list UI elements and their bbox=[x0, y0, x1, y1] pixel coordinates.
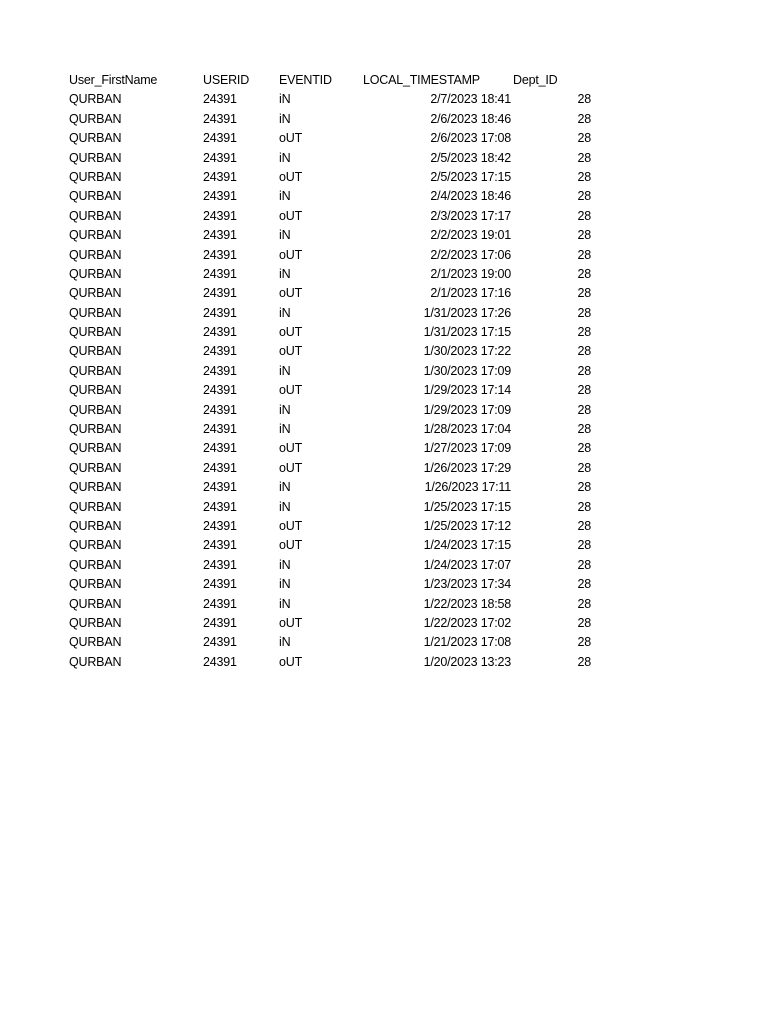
table-header-row bbox=[69, 71, 629, 90]
table-body bbox=[69, 90, 629, 672]
cell-eventid: iN bbox=[279, 228, 291, 243]
cell-local-timestamp: 1/24/2023 17:15 bbox=[423, 538, 511, 553]
cell-local-timestamp: 1/30/2023 17:22 bbox=[423, 344, 511, 359]
cell-eventid: iN bbox=[279, 266, 291, 281]
cell-local-timestamp: 1/31/2023 17:15 bbox=[423, 325, 511, 340]
cell-eventid: oUT bbox=[279, 383, 303, 398]
cell-user-firstname: QURBAN bbox=[69, 460, 122, 475]
cell-userid: 24391 bbox=[203, 557, 237, 572]
cell-userid: 24391 bbox=[203, 247, 237, 262]
cell-dept-id: 28 bbox=[577, 654, 591, 669]
table-row bbox=[69, 401, 629, 420]
cell-user-firstname: QURBAN bbox=[69, 557, 122, 572]
cell-userid: 24391 bbox=[203, 305, 237, 320]
cell-local-timestamp: 2/6/2023 17:08 bbox=[430, 131, 511, 146]
cell-local-timestamp: 2/1/2023 19:00 bbox=[430, 266, 511, 281]
cell-eventid: oUT bbox=[279, 131, 303, 146]
table-row bbox=[69, 478, 629, 497]
cell-local-timestamp: 1/31/2023 17:26 bbox=[423, 305, 511, 320]
table-row bbox=[69, 556, 629, 575]
cell-eventid: oUT bbox=[279, 654, 303, 669]
table-row bbox=[69, 207, 629, 226]
cell-local-timestamp: 1/25/2023 17:15 bbox=[423, 499, 511, 514]
cell-local-timestamp: 2/2/2023 19:01 bbox=[430, 228, 511, 243]
cell-dept-id: 28 bbox=[577, 615, 591, 630]
cell-eventid: oUT bbox=[279, 460, 303, 475]
cell-eventid: iN bbox=[279, 150, 291, 165]
cell-eventid: oUT bbox=[279, 247, 303, 262]
cell-userid: 24391 bbox=[203, 131, 237, 146]
cell-userid: 24391 bbox=[203, 596, 237, 611]
cell-user-firstname: QURBAN bbox=[69, 518, 122, 533]
cell-user-firstname: QURBAN bbox=[69, 402, 122, 417]
cell-local-timestamp: 1/29/2023 17:14 bbox=[423, 383, 511, 398]
cell-eventid: iN bbox=[279, 557, 291, 572]
cell-dept-id: 28 bbox=[577, 325, 591, 340]
cell-eventid: oUT bbox=[279, 169, 303, 184]
cell-userid: 24391 bbox=[203, 92, 237, 107]
cell-dept-id: 28 bbox=[577, 208, 591, 223]
table-row bbox=[69, 246, 629, 265]
cell-userid: 24391 bbox=[203, 460, 237, 475]
table-row bbox=[69, 149, 629, 168]
table-row bbox=[69, 265, 629, 284]
cell-user-firstname: QURBAN bbox=[69, 131, 122, 146]
cell-local-timestamp: 1/29/2023 17:09 bbox=[423, 402, 511, 417]
cell-local-timestamp: 1/30/2023 17:09 bbox=[423, 363, 511, 378]
table-row bbox=[69, 362, 629, 381]
table-row bbox=[69, 439, 629, 458]
cell-dept-id: 28 bbox=[577, 460, 591, 475]
cell-eventid: iN bbox=[279, 92, 291, 107]
cell-dept-id: 28 bbox=[577, 150, 591, 165]
cell-user-firstname: QURBAN bbox=[69, 596, 122, 611]
attendance-table bbox=[69, 71, 629, 672]
cell-eventid: iN bbox=[279, 499, 291, 514]
cell-userid: 24391 bbox=[203, 383, 237, 398]
cell-user-firstname: QURBAN bbox=[69, 499, 122, 514]
cell-local-timestamp: 2/2/2023 17:06 bbox=[430, 247, 511, 262]
header-dept-id: Dept_ID bbox=[513, 73, 558, 87]
cell-eventid: iN bbox=[279, 422, 291, 437]
cell-userid: 24391 bbox=[203, 150, 237, 165]
cell-dept-id: 28 bbox=[577, 305, 591, 320]
cell-eventid: iN bbox=[279, 305, 291, 320]
cell-dept-id: 28 bbox=[577, 344, 591, 359]
cell-user-firstname: QURBAN bbox=[69, 247, 122, 262]
cell-user-firstname: QURBAN bbox=[69, 169, 122, 184]
cell-user-firstname: QURBAN bbox=[69, 189, 122, 204]
cell-local-timestamp: 1/26/2023 17:29 bbox=[423, 460, 511, 475]
cell-local-timestamp: 1/22/2023 17:02 bbox=[423, 615, 511, 630]
cell-userid: 24391 bbox=[203, 635, 237, 650]
cell-local-timestamp: 1/28/2023 17:04 bbox=[423, 422, 511, 437]
cell-local-timestamp: 1/23/2023 17:34 bbox=[423, 577, 511, 592]
cell-userid: 24391 bbox=[203, 577, 237, 592]
cell-eventid: oUT bbox=[279, 286, 303, 301]
cell-local-timestamp: 2/5/2023 17:15 bbox=[430, 169, 511, 184]
cell-userid: 24391 bbox=[203, 422, 237, 437]
cell-user-firstname: QURBAN bbox=[69, 344, 122, 359]
cell-local-timestamp: 1/20/2023 13:23 bbox=[423, 654, 511, 669]
cell-userid: 24391 bbox=[203, 266, 237, 281]
table-row bbox=[69, 575, 629, 594]
cell-eventid: iN bbox=[279, 480, 291, 495]
cell-user-firstname: QURBAN bbox=[69, 635, 122, 650]
cell-dept-id: 28 bbox=[577, 266, 591, 281]
cell-dept-id: 28 bbox=[577, 111, 591, 126]
table-row bbox=[69, 536, 629, 555]
table-row bbox=[69, 420, 629, 439]
cell-user-firstname: QURBAN bbox=[69, 654, 122, 669]
cell-local-timestamp: 1/26/2023 17:11 bbox=[424, 480, 511, 495]
cell-userid: 24391 bbox=[203, 402, 237, 417]
cell-dept-id: 28 bbox=[577, 131, 591, 146]
cell-eventid: oUT bbox=[279, 208, 303, 223]
cell-eventid: iN bbox=[279, 635, 291, 650]
cell-eventid: iN bbox=[279, 189, 291, 204]
cell-dept-id: 28 bbox=[577, 480, 591, 495]
cell-eventid: oUT bbox=[279, 325, 303, 340]
cell-user-firstname: QURBAN bbox=[69, 208, 122, 223]
cell-user-firstname: QURBAN bbox=[69, 363, 122, 378]
cell-user-firstname: QURBAN bbox=[69, 577, 122, 592]
cell-user-firstname: QURBAN bbox=[69, 480, 122, 495]
table-row bbox=[69, 187, 629, 206]
cell-dept-id: 28 bbox=[577, 92, 591, 107]
cell-userid: 24391 bbox=[203, 518, 237, 533]
cell-eventid: iN bbox=[279, 363, 291, 378]
cell-user-firstname: QURBAN bbox=[69, 383, 122, 398]
header-eventid: EVENTID bbox=[279, 73, 332, 87]
cell-dept-id: 28 bbox=[577, 363, 591, 378]
cell-eventid: oUT bbox=[279, 344, 303, 359]
cell-userid: 24391 bbox=[203, 480, 237, 495]
cell-dept-id: 28 bbox=[577, 286, 591, 301]
cell-local-timestamp: 2/7/2023 18:41 bbox=[430, 92, 511, 107]
cell-user-firstname: QURBAN bbox=[69, 286, 122, 301]
cell-dept-id: 28 bbox=[577, 596, 591, 611]
table-row bbox=[69, 90, 629, 109]
cell-userid: 24391 bbox=[203, 208, 237, 223]
cell-local-timestamp: 1/21/2023 17:08 bbox=[423, 635, 511, 650]
cell-local-timestamp: 2/3/2023 17:17 bbox=[430, 208, 511, 223]
cell-userid: 24391 bbox=[203, 363, 237, 378]
cell-dept-id: 28 bbox=[577, 169, 591, 184]
cell-local-timestamp: 1/24/2023 17:07 bbox=[423, 557, 511, 572]
table-row bbox=[69, 653, 629, 672]
cell-dept-id: 28 bbox=[577, 635, 591, 650]
cell-local-timestamp: 2/4/2023 18:46 bbox=[430, 189, 511, 204]
cell-userid: 24391 bbox=[203, 441, 237, 456]
table-row bbox=[69, 595, 629, 614]
cell-userid: 24391 bbox=[203, 228, 237, 243]
cell-dept-id: 28 bbox=[577, 577, 591, 592]
cell-userid: 24391 bbox=[203, 325, 237, 340]
header-user-firstname: User_FirstName bbox=[69, 73, 158, 87]
cell-local-timestamp: 2/6/2023 18:46 bbox=[430, 111, 511, 126]
table-row bbox=[69, 498, 629, 517]
cell-dept-id: 28 bbox=[577, 441, 591, 456]
cell-local-timestamp: 1/27/2023 17:09 bbox=[423, 441, 511, 456]
cell-eventid: iN bbox=[279, 596, 291, 611]
cell-user-firstname: QURBAN bbox=[69, 266, 122, 281]
cell-user-firstname: QURBAN bbox=[69, 92, 122, 107]
cell-local-timestamp: 2/1/2023 17:16 bbox=[430, 286, 511, 301]
cell-userid: 24391 bbox=[203, 615, 237, 630]
cell-local-timestamp: 1/25/2023 17:12 bbox=[423, 518, 511, 533]
cell-user-firstname: QURBAN bbox=[69, 325, 122, 340]
cell-local-timestamp: 1/22/2023 18:58 bbox=[423, 596, 511, 611]
cell-user-firstname: QURBAN bbox=[69, 111, 122, 126]
header-userid: USERID bbox=[203, 73, 250, 87]
table-row bbox=[69, 381, 629, 400]
table-row bbox=[69, 110, 629, 129]
cell-userid: 24391 bbox=[203, 654, 237, 669]
cell-user-firstname: QURBAN bbox=[69, 615, 122, 630]
cell-dept-id: 28 bbox=[577, 518, 591, 533]
cell-user-firstname: QURBAN bbox=[69, 441, 122, 456]
cell-user-firstname: QURBAN bbox=[69, 228, 122, 243]
cell-eventid: oUT bbox=[279, 518, 303, 533]
cell-userid: 24391 bbox=[203, 286, 237, 301]
cell-dept-id: 28 bbox=[577, 422, 591, 437]
cell-userid: 24391 bbox=[203, 189, 237, 204]
cell-user-firstname: QURBAN bbox=[69, 422, 122, 437]
cell-dept-id: 28 bbox=[577, 538, 591, 553]
cell-dept-id: 28 bbox=[577, 247, 591, 262]
table-row bbox=[69, 168, 629, 187]
cell-userid: 24391 bbox=[203, 538, 237, 553]
cell-user-firstname: QURBAN bbox=[69, 538, 122, 553]
table-row bbox=[69, 342, 629, 361]
table-row bbox=[69, 459, 629, 478]
cell-userid: 24391 bbox=[203, 344, 237, 359]
cell-user-firstname: QURBAN bbox=[69, 150, 122, 165]
table-row bbox=[69, 304, 629, 323]
table-row bbox=[69, 323, 629, 342]
header-local-timestamp: LOCAL_TIMESTAMP bbox=[363, 73, 480, 87]
cell-local-timestamp: 2/5/2023 18:42 bbox=[430, 150, 511, 165]
cell-eventid: iN bbox=[279, 402, 291, 417]
table-row bbox=[69, 284, 629, 303]
cell-user-firstname: QURBAN bbox=[69, 305, 122, 320]
cell-userid: 24391 bbox=[203, 169, 237, 184]
table-row bbox=[69, 614, 629, 633]
cell-userid: 24391 bbox=[203, 111, 237, 126]
table-row bbox=[69, 517, 629, 536]
cell-eventid: oUT bbox=[279, 441, 303, 456]
cell-dept-id: 28 bbox=[577, 557, 591, 572]
cell-dept-id: 28 bbox=[577, 402, 591, 417]
cell-dept-id: 28 bbox=[577, 228, 591, 243]
cell-eventid: oUT bbox=[279, 538, 303, 553]
table-row bbox=[69, 633, 629, 652]
cell-dept-id: 28 bbox=[577, 189, 591, 204]
cell-eventid: oUT bbox=[279, 615, 303, 630]
cell-dept-id: 28 bbox=[577, 499, 591, 514]
cell-eventid: iN bbox=[279, 577, 291, 592]
table-row bbox=[69, 226, 629, 245]
cell-userid: 24391 bbox=[203, 499, 237, 514]
table-row bbox=[69, 129, 629, 148]
cell-dept-id: 28 bbox=[577, 383, 591, 398]
cell-eventid: iN bbox=[279, 111, 291, 126]
